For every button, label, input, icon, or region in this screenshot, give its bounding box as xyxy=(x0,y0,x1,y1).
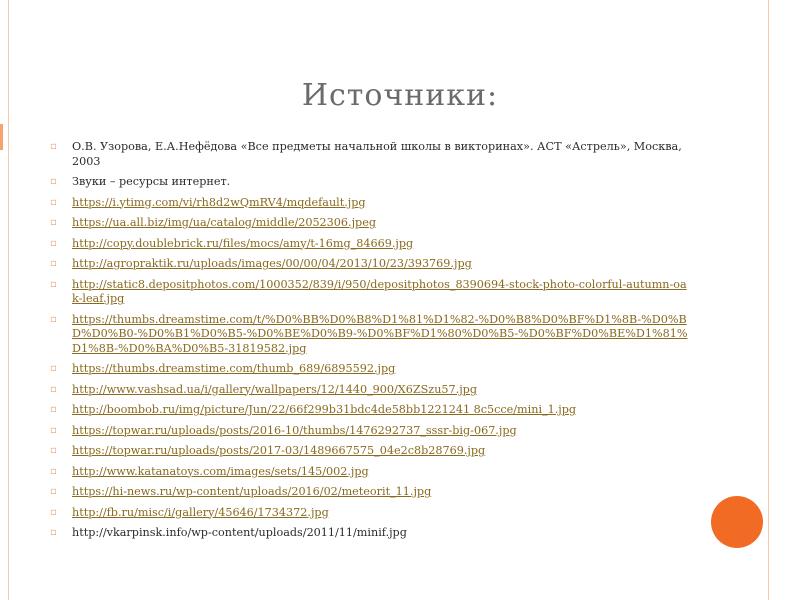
orange-circle-decoration xyxy=(711,496,763,548)
source-item[interactable] xyxy=(50,465,690,480)
bullet-icon: ▫ xyxy=(50,217,57,228)
bullet-icon: ▫ xyxy=(50,404,57,415)
bullet-icon: ▫ xyxy=(50,258,57,269)
bullet-icon: ▫ xyxy=(50,383,57,395)
source-link[interactable]: https://topwar.ru/uploads/posts/2017-03/1489667575_04e2c8b28769.jpg xyxy=(72,444,486,457)
source-item[interactable] xyxy=(50,216,690,231)
source-item[interactable] xyxy=(50,424,690,439)
source-item[interactable] xyxy=(50,485,690,500)
page-title: Источники: xyxy=(301,78,499,113)
source-item xyxy=(50,140,690,169)
bullet-icon: ▫ xyxy=(50,465,57,477)
source-item[interactable] xyxy=(50,403,690,418)
source-text: http://vkarpinsk.info/wp-content/uploads/2011/11/minif.jpg xyxy=(72,526,407,539)
source-link[interactable]: http://copy.doublebrick.ru/files/mocs/amy/t-16mg_84669.jpg xyxy=(72,236,414,250)
source-item[interactable] xyxy=(50,278,690,307)
right-border-line xyxy=(768,0,769,600)
left-border-line xyxy=(8,0,9,600)
source-item xyxy=(50,175,690,190)
source-item[interactable] xyxy=(50,362,690,377)
source-text: Звуки – ресурсы интернет. xyxy=(72,175,231,188)
source-text: О.В. Узорова, Е.А.Нефёдова «Все предметы начальной школы в викторинах». АСТ «Астрель», Москва, 2003 xyxy=(72,140,682,168)
source-link[interactable]: http://www.katanatoys.com/images/sets/145/002.jpg xyxy=(72,464,369,478)
source-link[interactable]: https://i.ytimg.com/vi/rh8d2wQmRV4/mqdefault.jpg xyxy=(72,195,366,209)
source-item[interactable] xyxy=(50,383,690,398)
bullet-icon: ▫ xyxy=(50,278,57,290)
source-link[interactable]: http://boombob.ru/img/picture/Jun/22/66f299b31bdc4de58bb1221241 8c5cce/mini_1.jpg xyxy=(72,403,577,416)
source-item[interactable] xyxy=(50,506,690,521)
source-item[interactable] xyxy=(50,313,690,357)
accent-bar xyxy=(0,124,3,150)
bullet-icon: ▫ xyxy=(50,237,57,249)
source-link[interactable]: https://topwar.ru/uploads/posts/2016-10/thumbs/1476292737_sssr-big-067.jpg xyxy=(72,423,517,437)
bullet-icon: ▫ xyxy=(50,313,57,325)
bullet-icon: ▫ xyxy=(50,424,57,436)
bullet-icon: ▫ xyxy=(50,363,57,374)
bullet-icon: ▫ xyxy=(50,176,57,187)
source-item[interactable] xyxy=(50,237,690,252)
bullet-icon: ▫ xyxy=(50,486,57,497)
source-link[interactable]: https://thumbs.dreamstime.com/t/%D0%BB%D0%B8%D1%81%D1%82-%D0%B8%D0%BF%D1%8B-%D0%BD%D0%B0-%D0%B1%D0%B5-%D0%BE%D0%B9-%D0%BF%D1%80%D0%B5-%D0%BF%D0%BE%D1%81%D1%8B-%D0%BA%D0%B5-31819582.jpg xyxy=(72,312,688,355)
source-item[interactable] xyxy=(50,444,690,459)
source-link[interactable]: https://thumbs.dreamstime.com/thumb_689/6895592.jpg xyxy=(72,362,396,375)
bullet-icon: ▫ xyxy=(50,506,57,518)
source-link[interactable]: http://www.vashsad.ua/i/gallery/wallpapers/12/1440_900/X6ZSzu57.jpg xyxy=(72,382,477,396)
source-link[interactable]: https://ua.all.biz/img/ua/catalog/middle/2052306.jpeg xyxy=(72,216,377,229)
bullet-icon: ▫ xyxy=(50,196,57,208)
source-item[interactable] xyxy=(50,257,690,272)
source-item xyxy=(50,526,690,541)
source-link[interactable]: http://static8.depositphotos.com/1000352/839/i/950/depositphotos_8390694-stock-photo-colorful-autumn-oak-leaf.jpg xyxy=(72,277,687,305)
source-link[interactable]: http://agropraktik.ru/uploads/images/00/00/04/2013/10/23/393769.jpg xyxy=(72,257,472,270)
source-item[interactable] xyxy=(50,196,690,211)
bullet-icon: ▫ xyxy=(50,141,57,152)
sources-list xyxy=(50,140,690,547)
bullet-icon: ▫ xyxy=(50,445,57,456)
source-link[interactable]: http://fb.ru/misc/i/gallery/45646/1734372.jpg xyxy=(72,505,329,519)
source-link[interactable]: https://hi-news.ru/wp-content/uploads/2016/02/meteorit_11.jpg xyxy=(72,485,432,498)
bullet-icon: ▫ xyxy=(50,527,57,538)
